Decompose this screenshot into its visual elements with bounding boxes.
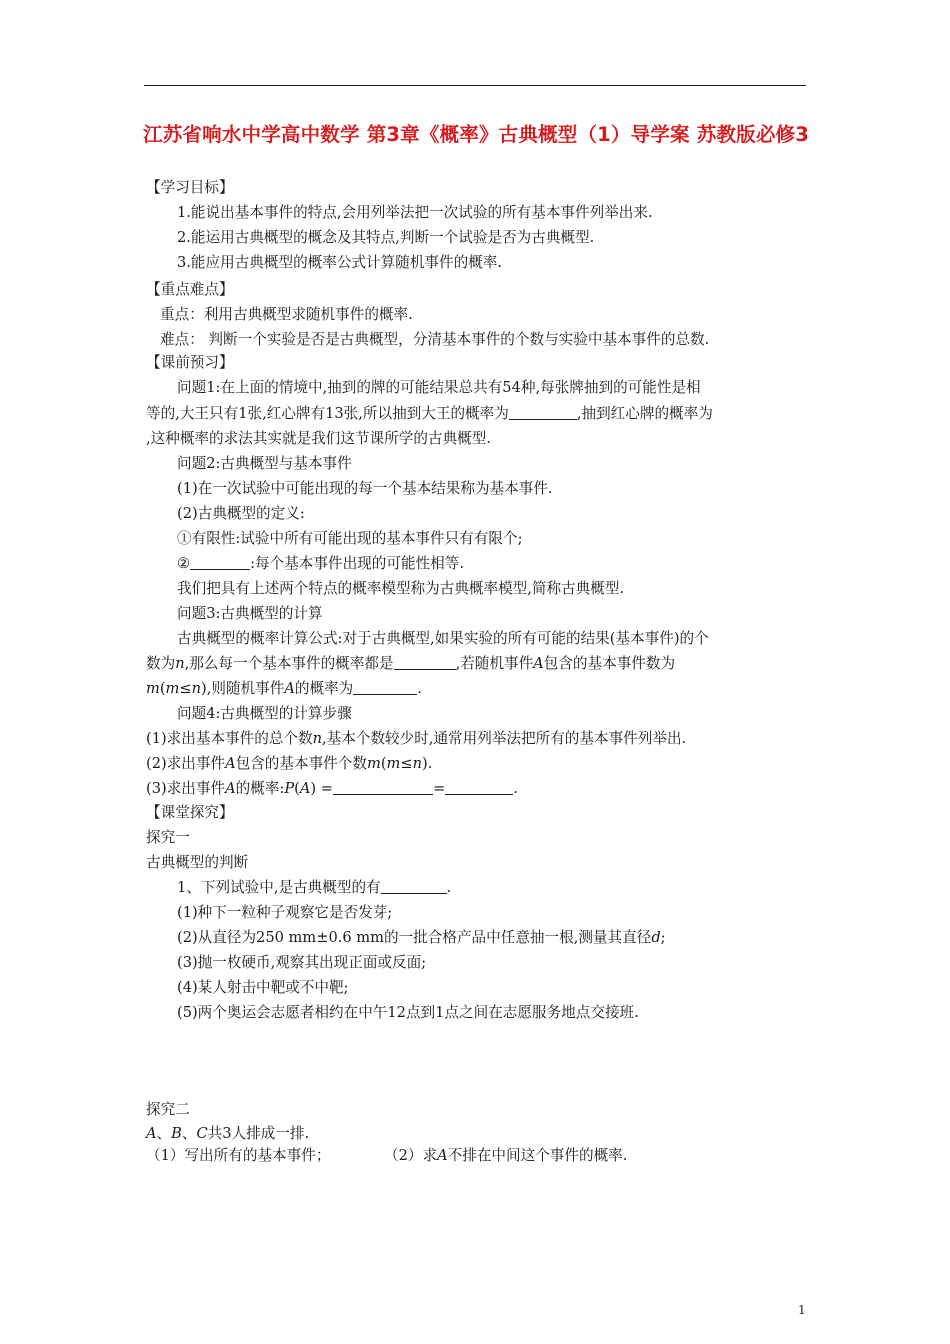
answer-blank[interactable] xyxy=(333,779,433,795)
q2-title: 问题2:古典概型与基本事件 xyxy=(177,455,352,472)
q2-p2: (2)古典概型的定义: xyxy=(177,505,305,522)
q3-line-1: 古典概型的概率计算公式:对于古典概型,如果实验的所有可能的结果(基本事件)的个 xyxy=(177,630,709,647)
answer-blank[interactable] xyxy=(381,878,447,894)
preview-heading: 【课前预习】 xyxy=(146,354,234,371)
explore-2-statement: A、B、C共3人排成一排. xyxy=(146,1125,310,1142)
q2-p3: ①有限性:试验中所有可能出现的基本事件只有有限个; xyxy=(177,530,523,547)
explore-2-question-1: （1）写出所有的基本事件； xyxy=(146,1147,331,1164)
q2-p4: ② :每个基本事件出现的可能性相等. xyxy=(177,555,464,572)
goal-item-2: 2.能运用古典概型的概念及其特点,判断一个试验是否为古典概型. xyxy=(177,229,595,246)
document-title: 江苏省响水中学高中数学 第3章《概率》古典概型（1）导学案 苏教版必修3 xyxy=(143,123,809,146)
q2-p5: 我们把具有上述两个特点的概率模型称为古典概率模型,简称古典概型. xyxy=(177,580,625,597)
q3-line-3: m(m≤n),则随机事件A的概率为 . xyxy=(146,680,422,697)
q4-step-1: (1)求出基本事件的总个数n,基本个数较少时,通常用列举法把所有的基本事件列举出. xyxy=(146,730,687,747)
answer-blank[interactable] xyxy=(190,554,250,570)
q3-line-2: 数为n,那么每一个基本事件的概率都是 ,若随机事件A包含的基本事件数为 xyxy=(146,655,676,672)
goal-item-3: 3.能应用古典概型的概率公式计算随机事件的概率. xyxy=(177,254,503,271)
answer-blank[interactable] xyxy=(509,404,577,420)
q1-line-1: 问题1:在上面的情境中,抽到的牌的可能结果总共有54种,每张牌抽到的可能性是相 xyxy=(177,379,701,396)
answer-blank[interactable] xyxy=(353,679,417,695)
explore-1-title: 古典概型的判断 xyxy=(146,854,249,871)
goal-item-1: 1.能说出基本事件的特点,会用列举法把一次试验的所有基本事件列举出来. xyxy=(177,204,653,221)
explore-1-question: 1、下列试验中,是古典概型的有 . xyxy=(177,879,452,896)
answer-blank[interactable] xyxy=(445,779,513,795)
key-heading: 【重点难点】 xyxy=(146,281,234,298)
option-4: (4)某人射击中靶或不中靶; xyxy=(177,979,349,996)
option-1: (1)种下一粒种子观察它是否发芽; xyxy=(177,904,393,921)
option-2: (2)从直径为250 mm±0.6 mm的一批合格产品中任意抽一根,测量其直径d; xyxy=(177,929,666,946)
q4-title: 问题4:古典概型的计算步骤 xyxy=(177,705,352,722)
option-3: (3)抛一枚硬币,观察其出现正面或反面; xyxy=(177,954,427,971)
page-number: 1 xyxy=(798,1303,806,1317)
q3-title: 问题3:古典概型的计算 xyxy=(177,605,323,622)
explore-1-label: 探究一 xyxy=(146,829,190,846)
q4-step-3: (3)求出事件A的概率:P(A) = = . xyxy=(146,780,518,797)
key-point: 重点：利用古典概型求随机事件的概率. xyxy=(160,306,413,323)
explore-2-question-2: （2）求A不排在中间这个事件的概率. xyxy=(384,1147,628,1164)
answer-blank[interactable] xyxy=(394,654,456,670)
q4-step-2: (2)求出事件A包含的基本事件个数m(m≤n). xyxy=(146,755,433,772)
goals-heading: 【学习目标】 xyxy=(146,179,234,196)
q1-line-2: 等的,大王只有1张,红心牌有13张,所以抽到大王的概率为 ,抽到红心牌的概率为 xyxy=(146,405,713,422)
option-5: (5)两个奥运会志愿者相约在中午12点到1点之间在志愿服务地点交接班. xyxy=(177,1004,639,1021)
q1-line-3: ,这种概率的求法其实就是我们这节课所学的古典概型. xyxy=(146,430,491,447)
q2-p1: (1)在一次试验中可能出现的每一个基本结果称为基本事件. xyxy=(177,480,553,497)
class-heading: 【课堂探究】 xyxy=(146,804,234,821)
explore-2-label: 探究二 xyxy=(146,1101,190,1118)
difficulty-point: 难点： 判断一个实验是否是古典概型，分清基本事件的个数与实验中基本事件的总数. xyxy=(160,331,710,348)
header-rule xyxy=(144,85,806,86)
